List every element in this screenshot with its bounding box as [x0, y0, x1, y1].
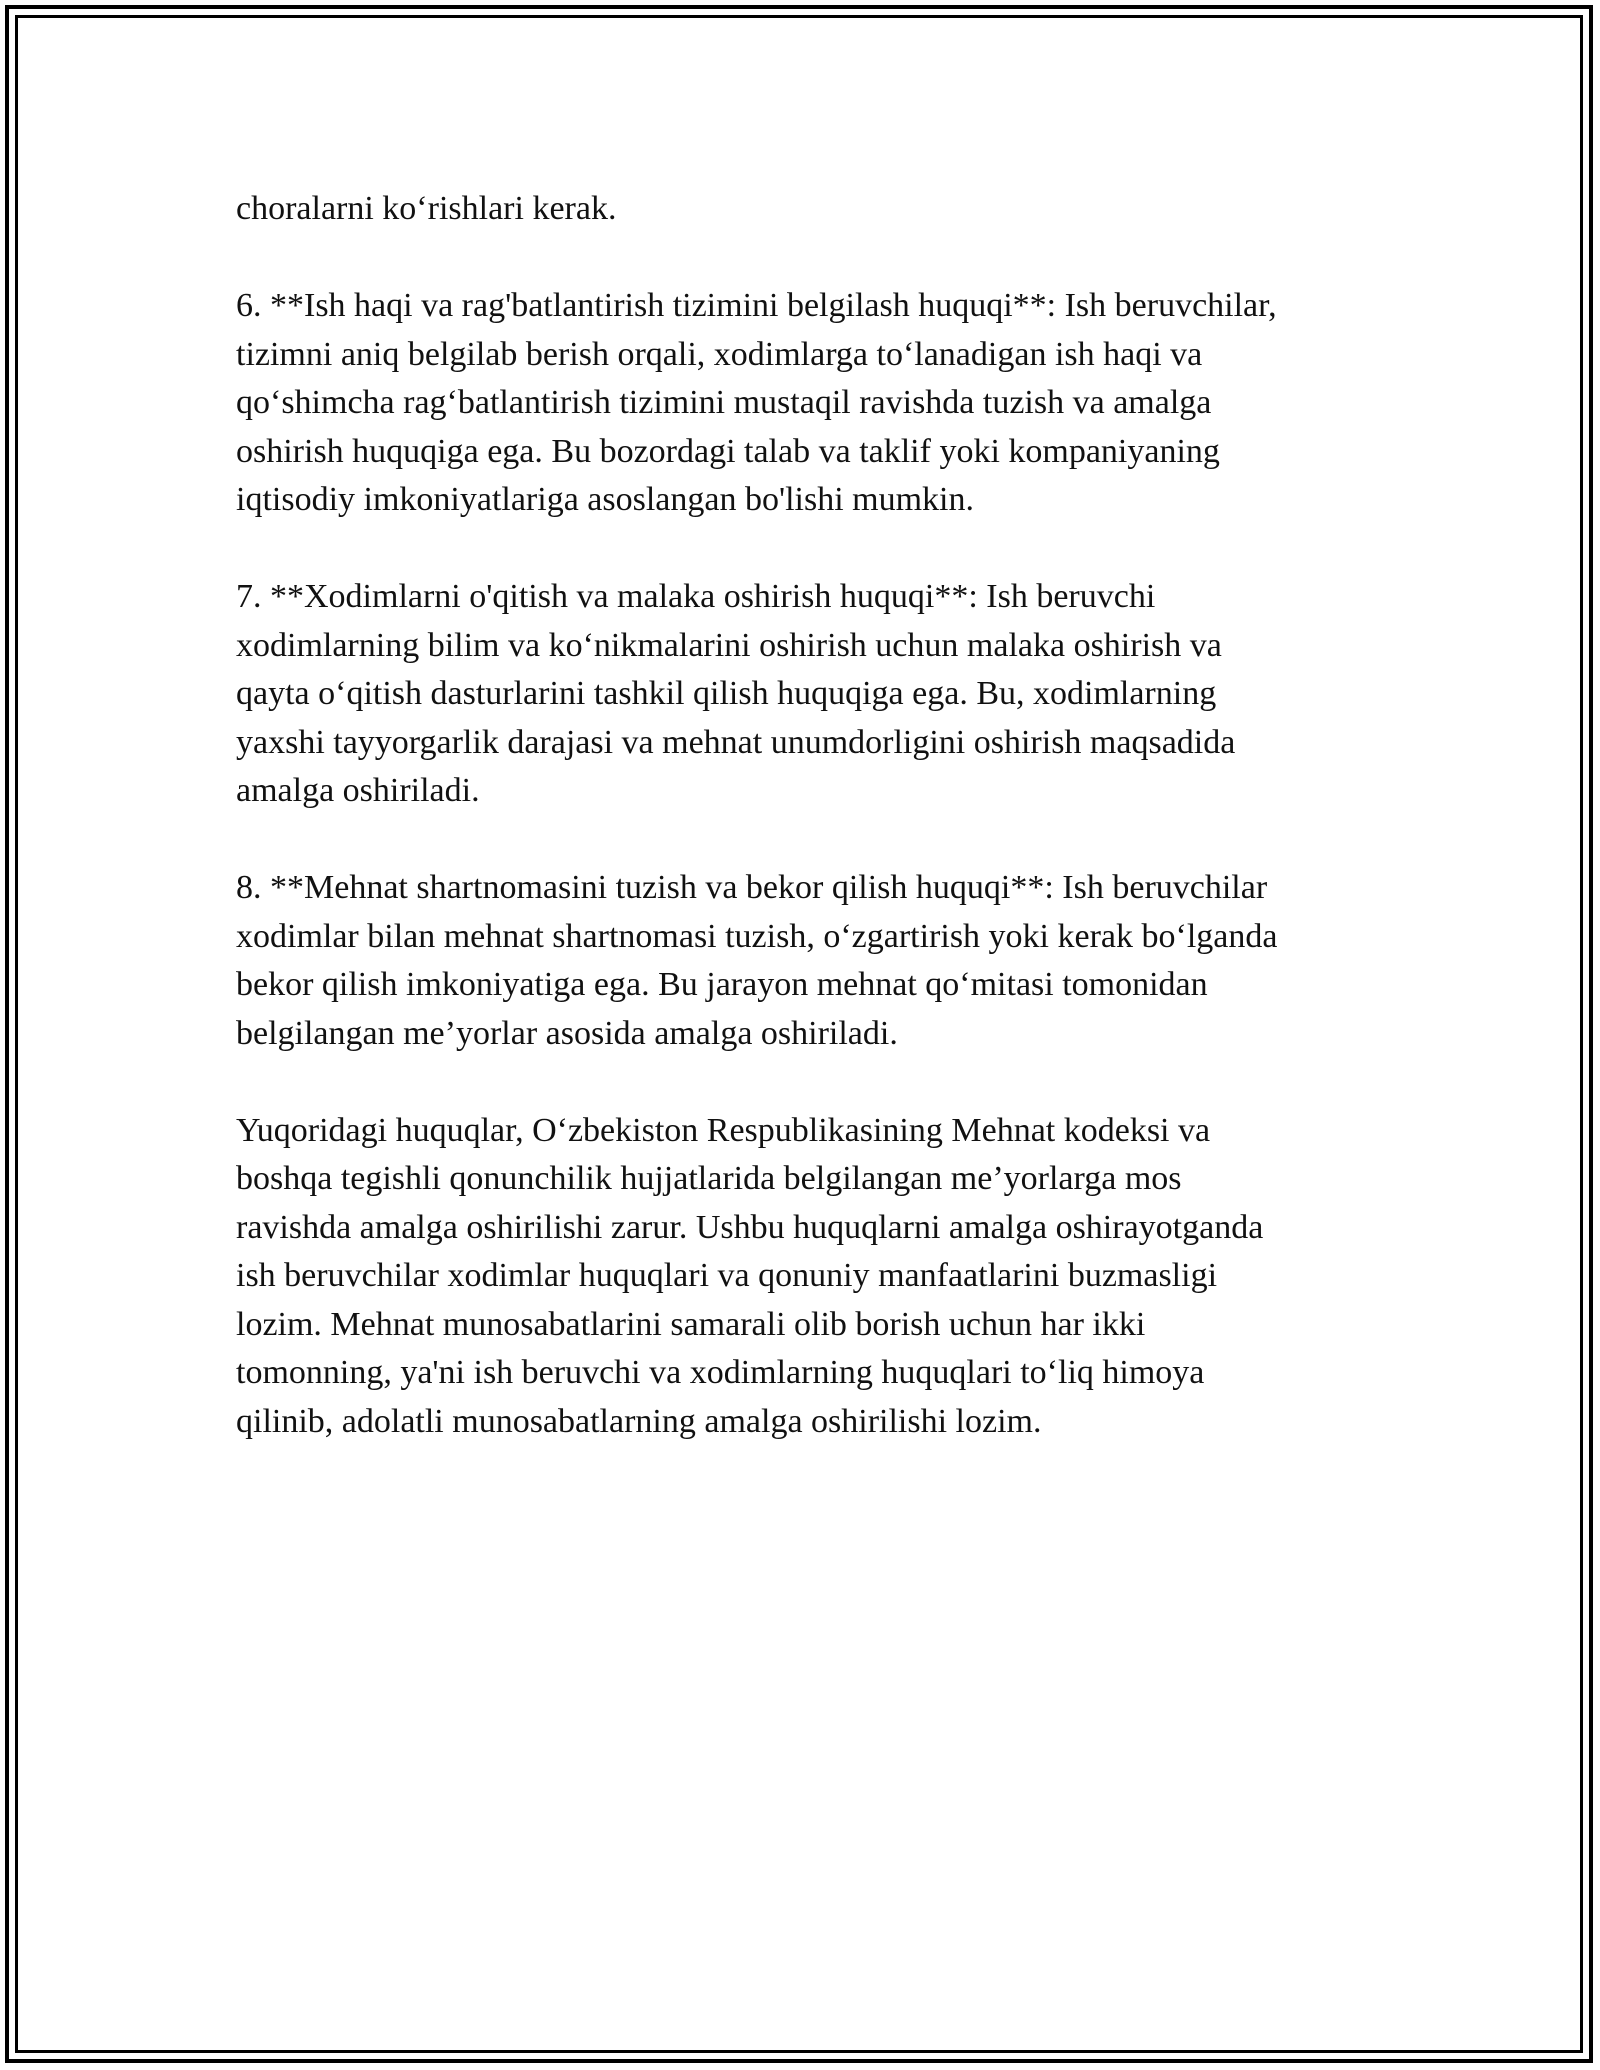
text-line: choralarni ko‘rishlari kerak.	[236, 190, 617, 227]
paragraph-item-8	[236, 864, 1376, 1058]
text-line: qo‘shimcha rag‘batlantirish tizimini mustaqil ravishda tuzish va amalga	[236, 384, 1212, 421]
text-line: ish beruvchilar xodimlar huquqlari va qonuniy manfaatlarini buzmasligi	[236, 1257, 1218, 1294]
text-line: ravishda amalga oshirilishi zarur. Ushbu huquqlarni amalga oshirayotganda	[236, 1208, 1264, 1246]
text-line: oshirish huquqiga ega. Bu bozordagi talab va taklif yoki kompaniyaning	[236, 432, 1220, 470]
paragraph-item-7	[236, 573, 1376, 816]
text-line: iqtisodiy imkoniyatlariga asoslangan bo'lishi mumkin.	[236, 481, 975, 518]
text-line: amalga oshiriladi.	[236, 772, 480, 809]
document-body	[236, 185, 1376, 1495]
text-line: boshqa tegishli qonunchilik hujjatlarida belgilangan me’yorlarga mos	[236, 1160, 1182, 1197]
text-line: xodimlar bilan mehnat shartnomasi tuzish, o‘zgartirish yoki kerak bo‘lganda	[236, 917, 1278, 955]
text-line: tizimni aniq belgilab berish orqali, xodimlarga to‘lanadigan ish haqi va	[236, 335, 1203, 373]
text-line: qayta o‘qitish dasturlarini tashkil qilish huquqiga ega. Bu, xodimlarning	[236, 675, 1217, 712]
paragraph-conclusion	[236, 1107, 1376, 1447]
text-line: qilinib, adolatli munosabatlarning amalga oshirilishi lozim.	[236, 1402, 1042, 1440]
text-line: 7. **Xodimlarni o'qitish va malaka oshirish huquqi**: Ish beruvchi	[236, 578, 1156, 615]
text-line: bekor qilish imkoniyatiga ega. Bu jarayon mehnat qo‘mitasi tomonidan	[236, 966, 1208, 1003]
text-line: Yuqoridagi huquqlar, O‘zbekiston Respublikasining Mehnat kodeksi va	[236, 1111, 1211, 1149]
paragraph-continuation	[236, 185, 1376, 234]
text-line: tomonning, ya'ni ish beruvchi va xodimlarning huquqlari to‘liq himoya	[236, 1354, 1205, 1391]
text-line: 8. **Mehnat shartnomasini tuzish va bekor qilish huquqi**: Ish beruvchilar	[236, 869, 1268, 906]
paragraph-item-6	[236, 282, 1376, 525]
text-line: yaxshi tayyorgarlik darajasi va mehnat unumdorligini oshirish maqsadida	[236, 723, 1236, 761]
text-line: 6. **Ish haqi va rag'batlantirish tizimini belgilash huquqi**: Ish beruvchilar,	[236, 287, 1277, 324]
text-line: belgilangan me’yorlar asosida amalga oshiriladi.	[236, 1014, 898, 1052]
text-line: lozim. Mehnat munosabatlarini samarali olib borish uchun har ikki	[236, 1305, 1146, 1343]
text-line: xodimlarning bilim va ko‘nikmalarini oshirish uchun malaka oshirish va	[236, 626, 1222, 664]
